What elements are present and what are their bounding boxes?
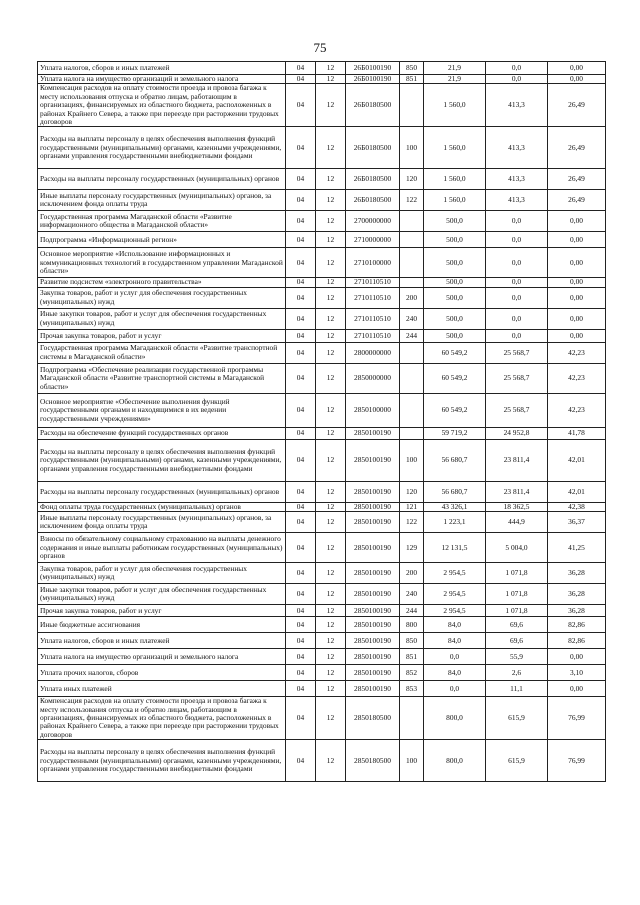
expense-type-cell xyxy=(400,393,424,427)
percent-done-cell: 0,00 xyxy=(548,329,606,342)
subsection-cell: 12 xyxy=(316,584,346,605)
expense-type-cell: 122 xyxy=(400,190,424,211)
chapter-cell: 04 xyxy=(286,211,316,232)
chapter-cell: 04 xyxy=(286,563,316,584)
actual-amount-cell: 0,0 xyxy=(486,308,548,329)
actual-amount-cell: 11,1 xyxy=(486,681,548,697)
percent-done-cell: 26,49 xyxy=(548,84,606,127)
subsection-cell: 12 xyxy=(316,308,346,329)
actual-amount-cell: 1 071,8 xyxy=(486,584,548,605)
chapter-cell: 04 xyxy=(286,740,316,782)
row-name-cell: Закупка товаров, работ и услуг для обеспечения государственных (муниципальных) нужд xyxy=(38,287,286,308)
plan-amount-cell: 56 680,7 xyxy=(424,481,486,502)
subsection-cell: 12 xyxy=(316,127,346,169)
plan-amount-cell: 1 560,0 xyxy=(424,169,486,190)
actual-amount-cell: 23 811,4 xyxy=(486,439,548,481)
expense-type-cell xyxy=(400,363,424,393)
actual-amount-cell: 69,6 xyxy=(486,617,548,633)
row-name-cell: Фонд оплаты труда государственных (муниципальных) органов xyxy=(38,502,286,511)
chapter-cell: 04 xyxy=(286,75,316,84)
chapter-cell: 04 xyxy=(286,605,316,617)
plan-amount-cell: 60 549,2 xyxy=(424,363,486,393)
plan-amount-cell: 60 549,2 xyxy=(424,342,486,363)
table-row xyxy=(38,393,606,427)
row-name-cell: Расходы на выплаты персоналу государственных (муниципальных) органов xyxy=(38,169,286,190)
table-row xyxy=(38,740,606,782)
table-row xyxy=(38,605,606,617)
target-code-cell: 26Б0180500 xyxy=(346,169,400,190)
target-code-cell: 26Б0100190 xyxy=(346,75,400,84)
plan-amount-cell: 84,0 xyxy=(424,617,486,633)
row-name-cell: Подпрограмма «Обеспечение реализации государственной программы Магаданской области «Развитие транспортной системы в Магаданской области» xyxy=(38,363,286,393)
target-code-cell: 2710110510 xyxy=(346,278,400,287)
chapter-cell: 04 xyxy=(286,190,316,211)
chapter-cell: 04 xyxy=(286,393,316,427)
row-name-cell: Иные выплаты персоналу государственных (муниципальных) органов, за исключением фонда оплаты труда xyxy=(38,190,286,211)
target-code-cell: 2850100190 xyxy=(346,584,400,605)
chapter-cell: 04 xyxy=(286,127,316,169)
subsection-cell: 12 xyxy=(316,427,346,439)
percent-done-cell: 41,78 xyxy=(548,427,606,439)
row-name-cell: Иные выплаты персоналу государственных (муниципальных) органов, за исключением фонда оплаты труда xyxy=(38,512,286,533)
plan-amount-cell: 59 719,2 xyxy=(424,427,486,439)
plan-amount-cell: 500,0 xyxy=(424,308,486,329)
subsection-cell: 12 xyxy=(316,665,346,681)
actual-amount-cell: 0,0 xyxy=(486,287,548,308)
chapter-cell: 04 xyxy=(286,342,316,363)
plan-amount-cell: 800,0 xyxy=(424,740,486,782)
actual-amount-cell: 69,6 xyxy=(486,633,548,649)
actual-amount-cell: 413,3 xyxy=(486,190,548,211)
percent-done-cell: 0,00 xyxy=(548,211,606,232)
table-row xyxy=(38,697,606,740)
actual-amount-cell: 0,0 xyxy=(486,211,548,232)
expense-type-cell: 100 xyxy=(400,439,424,481)
expense-type-cell xyxy=(400,84,424,127)
subsection-cell: 12 xyxy=(316,605,346,617)
expense-type-cell xyxy=(400,427,424,439)
percent-done-cell: 0,00 xyxy=(548,308,606,329)
row-name-cell: Прочая закупка товаров, работ и услуг xyxy=(38,329,286,342)
percent-done-cell: 26,49 xyxy=(548,169,606,190)
target-code-cell: 26Б0100190 xyxy=(346,62,400,75)
plan-amount-cell: 500,0 xyxy=(424,287,486,308)
percent-done-cell: 42,23 xyxy=(548,342,606,363)
target-code-cell: 2700000000 xyxy=(346,211,400,232)
percent-done-cell: 0,00 xyxy=(548,232,606,248)
chapter-cell: 04 xyxy=(286,232,316,248)
subsection-cell: 12 xyxy=(316,278,346,287)
budget-table xyxy=(37,61,606,782)
subsection-cell: 12 xyxy=(316,190,346,211)
actual-amount-cell: 5 004,0 xyxy=(486,533,548,563)
subsection-cell: 12 xyxy=(316,697,346,740)
actual-amount-cell: 0,0 xyxy=(486,62,548,75)
row-name-cell: Подпрограмма «Информационный регион» xyxy=(38,232,286,248)
table-row xyxy=(38,278,606,287)
actual-amount-cell: 25 568,7 xyxy=(486,363,548,393)
percent-done-cell: 36,28 xyxy=(548,584,606,605)
row-name-cell: Расходы на обеспечение функций государственных органов xyxy=(38,427,286,439)
actual-amount-cell: 23 811,4 xyxy=(486,481,548,502)
chapter-cell: 04 xyxy=(286,363,316,393)
plan-amount-cell: 12 131,5 xyxy=(424,533,486,563)
target-code-cell: 2850100190 xyxy=(346,563,400,584)
chapter-cell: 04 xyxy=(286,62,316,75)
table-row xyxy=(38,649,606,665)
chapter-cell: 04 xyxy=(286,697,316,740)
row-name-cell: Компенсация расходов на оплату стоимости проезда и провоза багажа к месту использования отпуска и обратно лицам, работающим в организациях, финансируемых из областного бюджета, расположенных в районах Крайнего Севера, а также при переезде при расторжении трудовых договоров xyxy=(38,84,286,127)
plan-amount-cell: 500,0 xyxy=(424,211,486,232)
percent-done-cell: 36,37 xyxy=(548,512,606,533)
plan-amount-cell: 500,0 xyxy=(424,329,486,342)
expense-type-cell: 800 xyxy=(400,617,424,633)
row-name-cell: Уплата прочих налогов, сборов xyxy=(38,665,286,681)
chapter-cell: 04 xyxy=(286,278,316,287)
actual-amount-cell: 18 362,5 xyxy=(486,502,548,511)
expense-type-cell: 200 xyxy=(400,287,424,308)
table-row xyxy=(38,127,606,169)
subsection-cell: 12 xyxy=(316,232,346,248)
plan-amount-cell: 800,0 xyxy=(424,697,486,740)
actual-amount-cell: 0,0 xyxy=(486,232,548,248)
table-row xyxy=(38,665,606,681)
chapter-cell: 04 xyxy=(286,169,316,190)
subsection-cell: 12 xyxy=(316,169,346,190)
plan-amount-cell: 84,0 xyxy=(424,633,486,649)
target-code-cell: 2710110510 xyxy=(346,329,400,342)
plan-amount-cell: 0,0 xyxy=(424,649,486,665)
percent-done-cell: 0,00 xyxy=(548,278,606,287)
target-code-cell: 2850100190 xyxy=(346,481,400,502)
target-code-cell: 2850100190 xyxy=(346,605,400,617)
percent-done-cell: 42,01 xyxy=(548,439,606,481)
table-row xyxy=(38,308,606,329)
chapter-cell: 04 xyxy=(286,287,316,308)
table-row xyxy=(38,481,606,502)
chapter-cell: 04 xyxy=(286,665,316,681)
row-name-cell: Закупка товаров, работ и услуг для обеспечения государственных (муниципальных) нужд xyxy=(38,563,286,584)
expense-type-cell: 850 xyxy=(400,633,424,649)
table-row xyxy=(38,75,606,84)
subsection-cell: 12 xyxy=(316,84,346,127)
target-code-cell: 2850000000 xyxy=(346,363,400,393)
table-row xyxy=(38,190,606,211)
actual-amount-cell: 2,6 xyxy=(486,665,548,681)
plan-amount-cell: 21,9 xyxy=(424,62,486,75)
target-code-cell: 2710000000 xyxy=(346,232,400,248)
percent-done-cell: 0,00 xyxy=(548,248,606,278)
chapter-cell: 04 xyxy=(286,633,316,649)
target-code-cell: 2710110510 xyxy=(346,287,400,308)
subsection-cell: 12 xyxy=(316,393,346,427)
percent-done-cell: 76,99 xyxy=(548,740,606,782)
plan-amount-cell: 60 549,2 xyxy=(424,393,486,427)
target-code-cell: 2710110510 xyxy=(346,308,400,329)
plan-amount-cell: 500,0 xyxy=(424,248,486,278)
row-name-cell: Государственная программа Магаданской области «Развитие информационного общества в Магаданской области» xyxy=(38,211,286,232)
expense-type-cell: 122 xyxy=(400,512,424,533)
table-row xyxy=(38,232,606,248)
plan-amount-cell: 500,0 xyxy=(424,278,486,287)
chapter-cell: 04 xyxy=(286,584,316,605)
subsection-cell: 12 xyxy=(316,211,346,232)
target-code-cell: 2850180500 xyxy=(346,740,400,782)
table-row xyxy=(38,287,606,308)
expense-type-cell xyxy=(400,248,424,278)
percent-done-cell: 42,23 xyxy=(548,363,606,393)
plan-amount-cell: 500,0 xyxy=(424,232,486,248)
chapter-cell: 04 xyxy=(286,329,316,342)
percent-done-cell: 3,10 xyxy=(548,665,606,681)
target-code-cell: 2710100000 xyxy=(346,248,400,278)
plan-amount-cell: 0,0 xyxy=(424,681,486,697)
plan-amount-cell: 2 954,5 xyxy=(424,563,486,584)
table-row xyxy=(38,342,606,363)
table-row xyxy=(38,502,606,511)
percent-done-cell: 82,86 xyxy=(548,617,606,633)
expense-type-cell: 850 xyxy=(400,62,424,75)
chapter-cell: 04 xyxy=(286,427,316,439)
row-name-cell: Уплата налога на имущество организаций и земельного налога xyxy=(38,649,286,665)
subsection-cell: 12 xyxy=(316,617,346,633)
percent-done-cell: 36,28 xyxy=(548,563,606,584)
subsection-cell: 12 xyxy=(316,681,346,697)
table-row xyxy=(38,563,606,584)
row-name-cell: Расходы на выплаты персоналу в целях обеспечения выполнения функций государственными (муниципальными) органами, казенными учреждениями, органами управления государственными внебюджетными фондами xyxy=(38,439,286,481)
actual-amount-cell: 0,0 xyxy=(486,248,548,278)
row-name-cell: Основное мероприятие «Обеспечение выполнения функций государственными органами и находящимися в их ведении государственными учреждениями» xyxy=(38,393,286,427)
subsection-cell: 12 xyxy=(316,75,346,84)
subsection-cell: 12 xyxy=(316,481,346,502)
target-code-cell: 2800000000 xyxy=(346,342,400,363)
table-row xyxy=(38,633,606,649)
subsection-cell: 12 xyxy=(316,248,346,278)
table-row xyxy=(38,681,606,697)
target-code-cell: 26Б0180500 xyxy=(346,190,400,211)
plan-amount-cell: 84,0 xyxy=(424,665,486,681)
plan-amount-cell: 1 560,0 xyxy=(424,84,486,127)
subsection-cell: 12 xyxy=(316,342,346,363)
row-name-cell: Расходы на выплаты персоналу государственных (муниципальных) органов xyxy=(38,481,286,502)
table-row xyxy=(38,363,606,393)
percent-done-cell: 42,01 xyxy=(548,481,606,502)
subsection-cell: 12 xyxy=(316,363,346,393)
table-row xyxy=(38,329,606,342)
percent-done-cell: 0,00 xyxy=(548,649,606,665)
chapter-cell: 04 xyxy=(286,481,316,502)
target-code-cell: 2850100190 xyxy=(346,533,400,563)
chapter-cell: 04 xyxy=(286,617,316,633)
expense-type-cell: 240 xyxy=(400,308,424,329)
plan-amount-cell: 2 954,5 xyxy=(424,584,486,605)
row-name-cell: Основное мероприятие «Использование информационных и коммуникационных технологий в государственном управлении Магаданской области» xyxy=(38,248,286,278)
plan-amount-cell: 2 954,5 xyxy=(424,605,486,617)
target-code-cell: 2850100190 xyxy=(346,633,400,649)
row-name-cell: Взносы по обязательному социальному страхованию на выплаты денежного содержания и иные выплаты работникам государственных (муниципальных) органов xyxy=(38,533,286,563)
percent-done-cell: 42,23 xyxy=(548,393,606,427)
chapter-cell: 04 xyxy=(286,248,316,278)
expense-type-cell: 200 xyxy=(400,563,424,584)
target-code-cell: 2850100190 xyxy=(346,649,400,665)
expense-type-cell xyxy=(400,232,424,248)
target-code-cell: 26Б0180500 xyxy=(346,127,400,169)
plan-amount-cell: 43 326,1 xyxy=(424,502,486,511)
chapter-cell: 04 xyxy=(286,502,316,511)
percent-done-cell: 41,25 xyxy=(548,533,606,563)
table-row xyxy=(38,512,606,533)
actual-amount-cell: 0,0 xyxy=(486,75,548,84)
subsection-cell: 12 xyxy=(316,533,346,563)
target-code-cell: 2850100190 xyxy=(346,439,400,481)
row-name-cell: Государственная программа Магаданской области «Развитие транспортной системы в Магаданской области» xyxy=(38,342,286,363)
subsection-cell: 12 xyxy=(316,649,346,665)
row-name-cell: Иные бюджетные ассигнования xyxy=(38,617,286,633)
percent-done-cell: 0,00 xyxy=(548,681,606,697)
row-name-cell: Уплата налогов, сборов и иных платежей xyxy=(38,62,286,75)
chapter-cell: 04 xyxy=(286,512,316,533)
table-row xyxy=(38,584,606,605)
table-row xyxy=(38,439,606,481)
actual-amount-cell: 25 568,7 xyxy=(486,393,548,427)
actual-amount-cell: 1 071,8 xyxy=(486,563,548,584)
plan-amount-cell: 56 680,7 xyxy=(424,439,486,481)
row-name-cell: Компенсация расходов на оплату стоимости проезда и провоза багажа к месту использования отпуска и обратно лицам, работающим в организациях, финансируемых из областного бюджета, расположенных в районах Крайнего Севера, а также при переезде при расторжении трудовых договоров xyxy=(38,697,286,740)
chapter-cell: 04 xyxy=(286,84,316,127)
page-number: 75 xyxy=(313,40,327,55)
target-code-cell: 2850100190 xyxy=(346,681,400,697)
subsection-cell: 12 xyxy=(316,287,346,308)
target-code-cell: 26Б0180500 xyxy=(346,84,400,127)
table-row xyxy=(38,84,606,127)
row-name-cell: Развитие подсистем «электронного правительства» xyxy=(38,278,286,287)
percent-done-cell: 36,28 xyxy=(548,605,606,617)
subsection-cell: 12 xyxy=(316,502,346,511)
percent-done-cell: 26,49 xyxy=(548,127,606,169)
actual-amount-cell: 24 952,8 xyxy=(486,427,548,439)
table-row xyxy=(38,248,606,278)
percent-done-cell: 0,00 xyxy=(548,62,606,75)
subsection-cell: 12 xyxy=(316,329,346,342)
actual-amount-cell: 25 568,7 xyxy=(486,342,548,363)
actual-amount-cell: 413,3 xyxy=(486,84,548,127)
chapter-cell: 04 xyxy=(286,649,316,665)
expense-type-cell xyxy=(400,278,424,287)
table-row xyxy=(38,211,606,232)
subsection-cell: 12 xyxy=(316,740,346,782)
actual-amount-cell: 0,0 xyxy=(486,278,548,287)
expense-type-cell: 853 xyxy=(400,681,424,697)
expense-type-cell: 851 xyxy=(400,75,424,84)
target-code-cell: 2850100190 xyxy=(346,427,400,439)
actual-amount-cell: 413,3 xyxy=(486,169,548,190)
expense-type-cell: 100 xyxy=(400,127,424,169)
target-code-cell: 2850100000 xyxy=(346,393,400,427)
expense-type-cell: 851 xyxy=(400,649,424,665)
expense-type-cell: 240 xyxy=(400,584,424,605)
expense-type-cell xyxy=(400,211,424,232)
percent-done-cell: 26,49 xyxy=(548,190,606,211)
subsection-cell: 12 xyxy=(316,62,346,75)
plan-amount-cell: 1 560,0 xyxy=(424,190,486,211)
percent-done-cell: 0,00 xyxy=(548,287,606,308)
percent-done-cell: 42,38 xyxy=(548,502,606,511)
row-name-cell: Прочая закупка товаров, работ и услуг xyxy=(38,605,286,617)
target-code-cell: 2850100190 xyxy=(346,512,400,533)
target-code-cell: 2850100190 xyxy=(346,502,400,511)
percent-done-cell: 76,99 xyxy=(548,697,606,740)
percent-done-cell: 82,86 xyxy=(548,633,606,649)
row-name-cell: Иные закупки товаров, работ и услуг для обеспечения государственных (муниципальных) нужд xyxy=(38,308,286,329)
row-name-cell: Уплата иных платежей xyxy=(38,681,286,697)
plan-amount-cell: 1 560,0 xyxy=(424,127,486,169)
expense-type-cell: 121 xyxy=(400,502,424,511)
expense-type-cell: 120 xyxy=(400,169,424,190)
subsection-cell: 12 xyxy=(316,439,346,481)
target-code-cell: 2850180500 xyxy=(346,697,400,740)
subsection-cell: 12 xyxy=(316,512,346,533)
row-name-cell: Уплата налогов, сборов и иных платежей xyxy=(38,633,286,649)
actual-amount-cell: 615,9 xyxy=(486,740,548,782)
table-row xyxy=(38,427,606,439)
expense-type-cell: 244 xyxy=(400,605,424,617)
row-name-cell: Расходы на выплаты персоналу в целях обеспечения выполнения функций государственными (муниципальными) органами, казенными учреждениями, органами управления государственными внебюджетными фондами xyxy=(38,127,286,169)
table-row xyxy=(38,62,606,75)
expense-type-cell: 100 xyxy=(400,740,424,782)
table-row xyxy=(38,169,606,190)
expense-type-cell: 129 xyxy=(400,533,424,563)
row-name-cell: Расходы на выплаты персоналу в целях обеспечения выполнения функций государственными (муниципальными) органами, казенными учреждениями, органами управления государственными внебюджетными фондами xyxy=(38,740,286,782)
row-name-cell: Уплата налога на имущество организаций и земельного налога xyxy=(38,75,286,84)
actual-amount-cell: 0,0 xyxy=(486,329,548,342)
subsection-cell: 12 xyxy=(316,563,346,584)
plan-amount-cell: 21,9 xyxy=(424,75,486,84)
target-code-cell: 2850100190 xyxy=(346,665,400,681)
chapter-cell: 04 xyxy=(286,533,316,563)
actual-amount-cell: 1 071,8 xyxy=(486,605,548,617)
expense-type-cell: 852 xyxy=(400,665,424,681)
chapter-cell: 04 xyxy=(286,308,316,329)
percent-done-cell: 0,00 xyxy=(548,75,606,84)
actual-amount-cell: 55,9 xyxy=(486,649,548,665)
chapter-cell: 04 xyxy=(286,439,316,481)
expense-type-cell xyxy=(400,342,424,363)
table-row xyxy=(38,617,606,633)
target-code-cell: 2850100190 xyxy=(346,617,400,633)
actual-amount-cell: 444,9 xyxy=(486,512,548,533)
subsection-cell: 12 xyxy=(316,633,346,649)
chapter-cell: 04 xyxy=(286,681,316,697)
plan-amount-cell: 1 223,1 xyxy=(424,512,486,533)
expense-type-cell: 244 xyxy=(400,329,424,342)
actual-amount-cell: 615,9 xyxy=(486,697,548,740)
actual-amount-cell: 413,3 xyxy=(486,127,548,169)
expense-type-cell xyxy=(400,697,424,740)
table-row xyxy=(38,533,606,563)
row-name-cell: Иные закупки товаров, работ и услуг для обеспечения государственных (муниципальных) нужд xyxy=(38,584,286,605)
expense-type-cell: 120 xyxy=(400,481,424,502)
